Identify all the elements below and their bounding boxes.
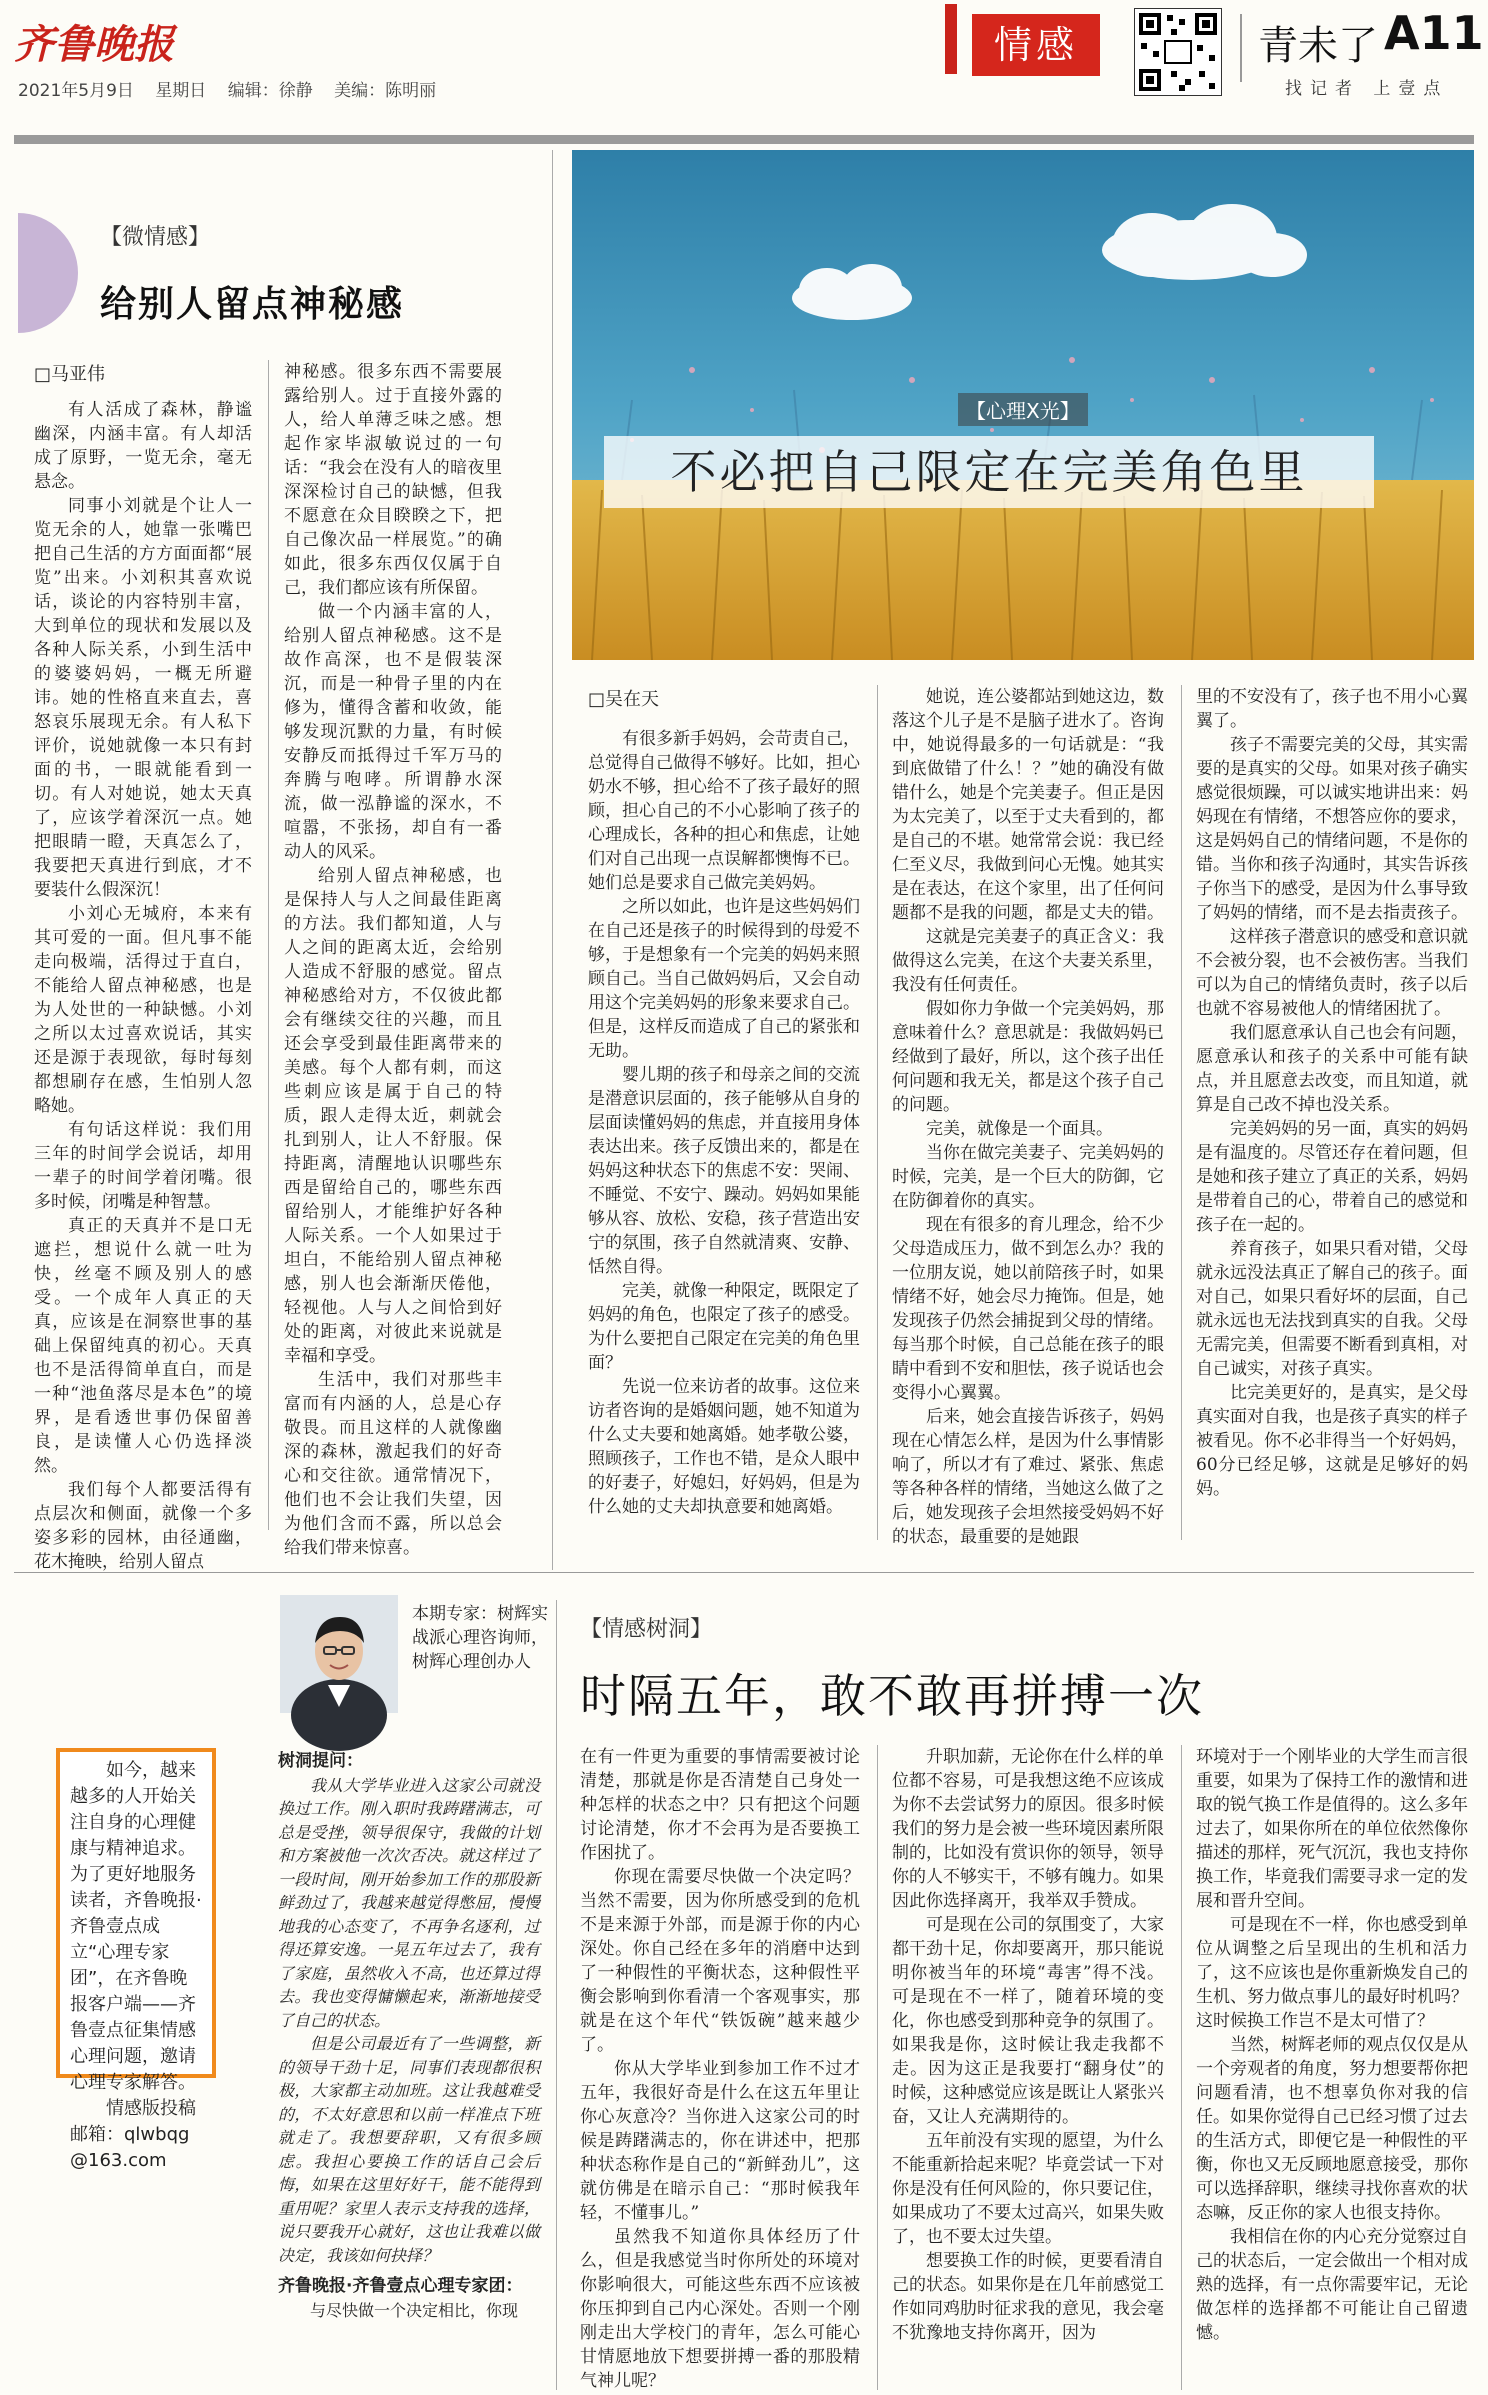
article1-column-1 [34, 398, 252, 1572]
paragraph: 我们愿意承认自己也会有问题，愿意承认和孩子的关系中可能有缺点，并且愿意去改变，而且知道，就算是自己改不掉也没关系。 [1196, 1023, 1468, 1115]
article2-headline: 不必把自己限定在完美角色里 [604, 436, 1374, 508]
page-title: 青未了 [1258, 23, 1378, 69]
paragraph: 五年前没有实现的愿望，为什么不能重新拾起来呢？毕竟尝试一下对你是没有任何风险的，你只要记住，如果成功了不要太过高兴，如果失败了，也不要太过失望。 [892, 2131, 1164, 2247]
promo-contact: 情感版投稿邮箱：qlwbqg@163.com [70, 2098, 196, 2171]
paragraph: 后来，她会直接告诉孩子，妈妈现在心情怎么样，是因为什么事情影响了，所以才有了难过、紧张、焦虑等各种各样的情绪，当她这么做了之后，她发现孩子会坦然接受妈妈不好的状态，最重要的是她跟 [892, 1407, 1164, 1547]
paragraph: 假如你力争做一个完美妈妈，那意味着什么？意思就是：我做妈妈已经做到了最好，所以，这个孩子出任何问题和我无关，都是这个孩子自己的问题。 [892, 999, 1164, 1115]
article-divider [552, 150, 553, 1570]
article2-byline: □吴在天 [588, 689, 660, 710]
paragraph: 有句话这样说：我们用三年的时间学会说话，却用一辈子的时间学着闭嘴。很多时候，闭嘴是种智慧。 [34, 1120, 252, 1212]
section-rule [14, 1572, 1474, 1573]
paragraph: 升职加薪，无论你在什么样的单位都不容易，可是我想这绝不应该成为你不去尝试努力的原因。很多时候我们的努力是会被一些环境因素所限制的，比如没有赏识你的领导，领导你的人不够实干，不够有魄力。如果因此你选择离开，我举双手赞成。 [892, 1747, 1164, 1911]
promo-text: 如今，越来越多的人开始关注自身的心理健康与精神追求。为了更好地服务读者，齐鲁晚报·齐鲁壹点成立“心理专家团”，在齐鲁晚报客户端——齐鲁壹点征集情感心理问题，邀请心理专家解答。 [70, 1760, 202, 2093]
paragraph: 可是现在不一样，你也感受到单位从调整之后呈现出的生机和活力了，这不应该也是你重新焕发自己的生机、努力做点事儿的最好时机吗？这时候换工作岂不是太可惜了？ [1196, 1915, 1468, 2031]
masthead-text: 齐鲁晚报 [14, 21, 174, 68]
column-divider [268, 360, 269, 1530]
issue-date: 2021年5月9日 [18, 81, 134, 101]
article1-headline: 给别人留点神秘感 [100, 284, 405, 325]
paragraph: 神秘感。很多东西不需要展露给别人。过于直接外露的人，给人单薄乏味之感。想起作家毕淑敏说过的一句话：“我会在没有人的暗夜里深深检讨自己的缺憾，但我不愿意在众目睽睽之下，把自己像次品一样展览。”的确如此，很多东西仅仅属于自己，我们都应该有所保留。 [284, 362, 502, 598]
paragraph: 当你在做完美妻子、完美妈妈的时候，完美，是一个巨大的防御，它在防御着你的真实。 [892, 1143, 1164, 1211]
article2-column-2 [892, 685, 1164, 1547]
article1-column-2 [284, 360, 502, 1558]
paragraph: 想要换工作的时候，更要看清自己的状态。如果你是在几年前感觉工作如同鸡肋时征求我的意见，我会毫不犹豫地支持你离开，因为 [892, 2251, 1164, 2343]
qr-code-icon [1134, 8, 1222, 96]
paragraph: 这就是完美妻子的真正含义：我做得这么完美，在这个夫妻关系里，我没有任何责任。 [892, 927, 1164, 995]
article3-column-2 [892, 1745, 1164, 2390]
issue-weekday: 星期日 [155, 81, 207, 101]
paragraph: 真正的天真并不是口无遮拦，想说什么就一吐为快，丝毫不顾及别人的感受。一个成年人真正的天真，应该是在洞察世事的基础上保留纯真的初心。天真也不是活得简单直白，而是一种“池鱼落尽是本色”的境界，是看透世事仍保留善良，是读懂人心仍选择淡然。 [34, 1216, 252, 1476]
section-semicircle-decoration [18, 213, 78, 333]
header-divider [1240, 14, 1242, 82]
section-label: 情感 [972, 14, 1100, 76]
paragraph: 与尽快做一个决定相比，你现 [310, 2300, 519, 2320]
paragraph: 给别人留点神秘感，也是保持人与人之间最佳距离的方法。我们都知道，人与人之间的距离太近，会给别人造成不舒服的感觉。留点神秘感给对方，不仅彼此都会有继续交往的兴趣，而且还会享受到最佳距离带来的美感。每个人都有刺，而这些刺应该是属于自己的特质，跟人走得太近，刺就会扎到别人，让人不舒服。保持距离，清醒地认识哪些东西是留给自己的，哪些东西留给别人，才能维护好各种人际关系。一个人如果过于坦白，不能给别人留点神秘感，别人也会渐渐厌倦他，轻视他。人与人之间恰到好处的距离，对彼此来说就是幸福和享受。 [284, 866, 502, 1366]
paragraph: 同事小刘就是个让人一览无余的人，她靠一张嘴巴把自己生活的方方面面都“展览”出来。小刘积其喜欢说话，谈论的内容特别丰富，大到单位的现状和发展以及各种人际关系，小到生活中的婆婆妈妈，一概无所避讳。她的性格直来直去，喜怒哀乐展现无余。有人私下评价，说她就像一本只有封面的书，一眼就能看到一切。有人对她说，她太天真了，应该学着深沉一点。她把眼睛一瞪，天真怎么了，我要把天真进行到底，才不要装什么假深沉！ [34, 496, 252, 900]
paragraph: 先说一位来访者的故事。这位来访者咨询的是婚姻问题，她不知道为什么丈夫要和她离婚。她孝敬公婆，照顾孩子，工作也不错，是众人眼中的好妻子，好媳妇，好妈妈，但是为什么她的丈夫却执意要和她离婚。 [588, 1377, 860, 1517]
article3-column-1 [580, 1745, 860, 2390]
editor-credit: 编辑：徐静 [227, 81, 313, 101]
paragraph: 有人活成了森林，静谧幽深，内涵丰富。有人却活成了原野，一览无余，毫无悬念。 [34, 400, 252, 492]
paragraph: 可是现在公司的氛围变了，大家都干劲十足，你却要离开，那只能说明你被当年的环境“毒害”得不浅。可是现在不一样了，随着环境的变化，你也感受到那种竞争的氛围了。如果我是你，这时候让我走我都不走。因为这正是我要打“翻身仗”的时候，这种感觉应该是既让人紧张兴奋，又让人充满期待的。 [892, 1915, 1164, 2127]
column-divider [877, 1745, 878, 2390]
column-divider [877, 685, 878, 1540]
article3-headline: 时隔五年，敢不敢再拼搏一次 [580, 1669, 1204, 1723]
paragraph: 之所以如此，也许是这些妈妈们在自己还是孩子的时候得到的母爱不够，于是想象有一个完美的妈妈来照顾自己。当自己做妈妈后，又会自动用这个完美妈妈的形象来要求自己。但是，这样反而造成了自己的紧张和无助。 [588, 897, 860, 1061]
paragraph: 有很多新手妈妈，会苛责自己，总觉得自己做得不够好。比如，担心奶水不够，担心给不了孩子最好的照顾，担心自己的不小心影响了孩子的心理成长，各种的担心和焦虑，让她们对自己出现一点误解都懊悔不已。她们总是要求自己做完美妈妈。 [588, 729, 860, 893]
paragraph: 她说，连公婆都站到她这边，数落这个儿子是不是脑子进水了。咨询中，她说得最多的一句话就是：“我到底做错了什么！？”她的确没有做错什么，她是个完美妻子。但正是因为太完美了，以至于丈夫看到的，都是自己的不堪。她常常会说：我已经仁至义尽，我做到问心无愧。她其实是在表达，在这个家里，出了任何问题都不是我的问题，都是丈夫的错。 [892, 687, 1164, 923]
paragraph: 但是公司最近有了一些调整，新的领导干劲十足，同事们表现都很积极，大家都主动加班。这让我越难受的，不太好意思和以前一样准点下班就走了。我想要辞职，又有很多顾虑。我担心要换工作的话自己会后悔，如果在这里好好干，能不能得到重用呢？家里人表示支持我的选择，说只要我开心就好，这也让我难以做决定，我该如何抉择？ [278, 2034, 540, 2265]
page-number: A11 [1384, 6, 1484, 60]
paragraph: 现在有很多的育儿理念，给不少父母造成压力，做不到怎么办？我的一位朋友说，她以前陪孩子时，如果情绪不好，她会尽力掩饰。但是，她发现孩子仍然会捕捉到父母的情绪。每当那个时候，自己总能在孩子的眼睛中看到不安和胆怯，孩子说话也会变得小心翼翼。 [892, 1215, 1164, 1403]
paragraph: 在有一件更为重要的事情需要被讨论清楚，那就是你是否清楚自己身处一种怎样的状态之中？只有把这个问题讨论清楚，你才不会再为是否要换工作困扰了。 [580, 1747, 860, 1863]
paragraph: 当然，树辉老师的观点仅仅是从一个旁观者的角度，努力想要帮你把问题看清，也不想辜负你对我的信任。如果你觉得自己已经习惯了过去的生活方式，即便它是一种假性的平衡，你也又无反顾地愿意接受，那你可以选择辞职，继续寻找你喜欢的状态嘛，反正你的家人也很支持你。 [1196, 2035, 1468, 2223]
paragraph: 小刘心无城府，本来有其可爱的一面。但凡事不能走向极端，活得过于直白，不能给人留点神秘感，也是为人处世的一种缺憾。小刘之所以太过喜欢说话，其实还是源于表现欲，每时每刻都想刷存在感，生怕别人忽略她。 [34, 904, 252, 1116]
article-divider [556, 1600, 557, 2390]
paragraph: 比完美更好的，是真实，是父母真实面对自我，也是孩子真实的样子被看见。你不必非得当一个好妈妈，60分已经足够，这就是足够好的妈妈。 [1196, 1383, 1468, 1499]
paragraph: 完美妈妈的另一面，真实的妈妈是有温度的。尽管还存在着问题，但是她和孩子建立了真正的关系，妈妈是带着自己的心，带着自己的感觉和孩子在一起的。 [1196, 1119, 1468, 1235]
column-divider [1181, 685, 1182, 1540]
paragraph: 完美，就像是一个面具。 [926, 1119, 1113, 1139]
article3-kicker: 【情感树洞】 [580, 1617, 713, 1642]
article2-column-1 [588, 727, 860, 1537]
article2-column-3 [1196, 685, 1468, 1537]
date-line [18, 76, 452, 101]
designer-credit: 美编：陈明丽 [334, 81, 437, 101]
paragraph: 完美，就像一种限定，既限定了妈妈的角色，也限定了孩子的感受。为什么要把自己限定在完美的角色里面？ [588, 1281, 860, 1373]
paragraph: 我们每个人都要活得有点层次和侧面，就像一个多姿多彩的园林，由径通幽，花木掩映，给别人留点 [34, 1480, 252, 1572]
promo-box [56, 1748, 216, 2171]
top-rule [14, 135, 1474, 144]
paragraph: 婴儿期的孩子和母亲之间的交流是潜意识层面的，孩子能够从自身的层面读懂妈妈的焦虑，并直接用身体表达出来。孩子反馈出来的，都是在妈妈这种状态下的焦虑不安：哭闹、不睡觉、不安宁、躁动。妈妈如果能够从容、放松、安稳，孩子营造出安宁的氛围，孩子自然就清爽、安静、恬然自得。 [588, 1065, 860, 1277]
paragraph: 这样孩子潜意识的感受和意识就不会被分裂，也不会被伤害。当我们可以为自己的情绪负责时，孩子以后也就不容易被他人的情绪困扰了。 [1196, 927, 1468, 1019]
article2-kicker: 【心理X光】 [958, 393, 1088, 426]
article3-question-column [278, 1750, 540, 2390]
column-divider [1181, 1745, 1182, 2390]
paragraph: 做一个内涵丰富的人，给别人留点神秘感。这不是故作高深，也不是假装深沉，而是一种骨子里的内在修为，懂得含蓄和收敛，能够发现沉默的力量，有时候安静反而抵得过千军万马的奔腾与咆哮。所谓静水深流，做一泓静谧的深水，不喧嚣，不张扬，却自有一番动人的风采。 [284, 602, 502, 862]
paragraph: 你从大学毕业到参加工作不过才五年，我很好奇是什么在这五年里让你心灰意冷？当你进入这家公司的时候是踌躇满志的，你在讲述中，把那种状态称作是自己的“新鲜劲儿”，这就仿佛是在暗示自己：“那时候我年轻，不懂事儿。” [580, 2059, 860, 2223]
question-label: 树洞提问： [278, 1751, 363, 1771]
paragraph: 虽然我不知道你具体经历了什么，但是我感觉当时你所处的环境对你影响很大，可能这些东西不应该被你压抑到自己内心深处。否则一个刚刚走出大学校门的青年，怎么可能心甘情愿地放下想要拼搏一番的那股精气神儿呢？ [580, 2227, 860, 2391]
paragraph: 环境对于一个刚毕业的大学生而言很重要，如果为了保持工作的激情和进取的锐气换工作是值得的。这么多年过去了，如果你所在的单位依然像你描述的那样，死气沉沉，我也支持你换工作，毕竟我们需要寻求一定的发展和晋升空间。 [1196, 1747, 1468, 1911]
article3-column-3 [1196, 1745, 1468, 2390]
expert-intro: 本期专家：树辉实战派心理咨询师，树辉心理创办人 [412, 1604, 548, 1672]
article1-kicker: 【微情感】 [100, 225, 211, 250]
article1-byline: □马亚伟 [34, 364, 106, 385]
expert-avatar [280, 1595, 398, 1713]
paragraph: 生活中，我们对那些丰富而有内涵的人，总是心存敬畏。而且这样的人就像幽深的森林，激起我们的好奇心和交往欲。通常情况下，他们也不会让我们失望，因为他们含而不露，所以总会给我们带来惊喜。 [284, 1370, 502, 1558]
answer-label: 齐鲁晚报·齐鲁壹点心理专家团： [278, 2276, 523, 2296]
paragraph: 孩子不需要完美的父母，其实需要的是真实的父母。如果对孩子确实感觉很烦躁，可以诚实地讲出来：妈妈现在有情绪，不想答应你的要求，这是妈妈自己的情绪问题，不是你的错。当你和孩子沟通时，其实告诉孩子你当下的感受，是因为什么事导致了妈妈的情绪，而不是去指责孩子。 [1196, 735, 1468, 923]
paragraph: 我相信在你的内心充分觉察过自己的状态后，一定会做出一个相对成熟的选择，有一点你需要牢记，无论做怎样的选择都不可能让自己留遗憾。 [1196, 2227, 1468, 2343]
paragraph: 里的不安没有了，孩子也不用小心翼翼了。 [1196, 687, 1468, 731]
masthead-logo [14, 14, 174, 70]
paragraph: 养育孩子，如果只看对错，父母就永远没法真正了解自己的孩子。面对自己，如果只看好坏的层面，自己就永远也无法找到真实的自我。父母无需完美，但需要不断看到真相，对自己诚实，对孩子真实。 [1196, 1239, 1468, 1379]
section-accent-bar [945, 4, 957, 74]
paragraph: 我从大学毕业进入这家公司就没换过工作。刚入职时我踌躇满志，可总是受挫，领导很保守，我做的计划和方案被他一次次否决。就这样过了一段时间，刚开始参加工作的那股新鲜劲过了，我越来越觉得憋屈，慢慢地我的心态变了，不再争名逐利，过得还算安逸。一晃五年过去了，我有了家庭，虽然收入不高，也还算过得去。我也变得慵懒起来，渐渐地接受了自己的状态。 [278, 1775, 540, 2030]
page-slogan: 找记者 上壹点 [1285, 79, 1449, 99]
paragraph: 你现在需要尽快做一个决定吗？当然不需要，因为你所感受到的危机不是来源于外部，而是源于你的内心深处。你自己经在多年的消磨中达到了一种假性的平衡状态，这种假性平衡会影响到你看清一个客观事实，那就是在这个年代“铁饭碗”越来越少了。 [580, 1867, 860, 2055]
